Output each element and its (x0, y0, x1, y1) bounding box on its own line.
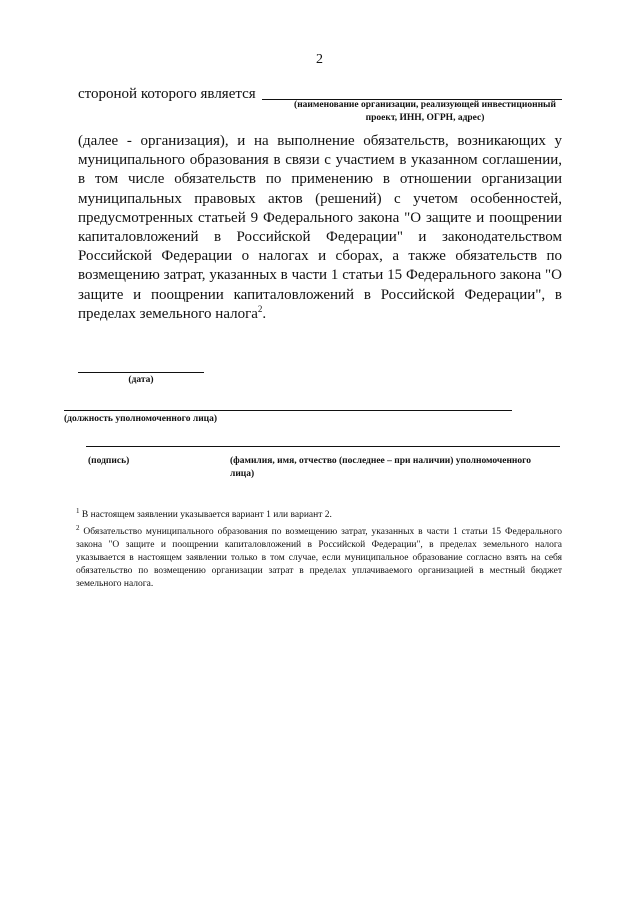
position-blank-line (64, 410, 512, 411)
footnote-2 (76, 522, 562, 591)
signature-blank-line (86, 446, 560, 447)
fio-caption: (фамилия, имя, отчество (последнее – при наличии) уполномоченного лица) (230, 456, 531, 479)
footnote-2-mark: 2 (76, 524, 80, 533)
footnote-1-text: В настоящем заявлении указывается вариант 1 или вариант 2. (79, 510, 332, 521)
footnote-2-text: Обязательство муниципального образования по возмещению затрат, указанных в части 1 статьи 15 Федерального закона "О защите и поощрении капиталовложений в Российской Федерации", в пределах земельного налога указывается в настоящем заявлении только в том случае, если муниципальное образование согласно взять на себя обязательство по возмещению организации затрат в пределах уплачиваемого организацией в местный бюджет земельного налога. (76, 527, 562, 590)
footnote-1 (76, 505, 562, 522)
main-paragraph (78, 132, 562, 324)
footnote-ref-2: 2 (257, 303, 263, 314)
date-blank-line (78, 372, 204, 373)
signature-caption: (подпись) (88, 456, 130, 466)
intro-line-text: стороной которого является (78, 86, 256, 102)
date-caption: (дата) (128, 375, 154, 385)
organization-caption: (наименование организации, реализующей инвестиционный проект, ИНН, ОГРН, адрес) (294, 100, 556, 123)
footnotes (76, 505, 562, 591)
page-number: 2 (316, 52, 323, 67)
footnote-1-mark: 1 (76, 507, 80, 515)
main-paragraph-end: . (262, 305, 267, 322)
main-paragraph-text: (далее - организация), и на выполнение обязательств, возникающих у муниципального образования в связи с участием в указанном соглашении, в том числе обязательств по применению в отношении организации муниципальных правовых актов (решений) с учетом особенностей, предусмотренных статьей 9 Федерального закона "О защите и поощрении капиталовложений в Российской Федерации" и законодательством Российской Федерации о налогах и сборах, а также обязательств по возмещению затрат, указанных в части 1 статьи 15 Федерального закона "О защите и поощрении капиталовложений в Российской Федерации", в пределах земельного налога (78, 133, 562, 322)
position-caption: (должность уполномоченного лица) (64, 414, 218, 424)
